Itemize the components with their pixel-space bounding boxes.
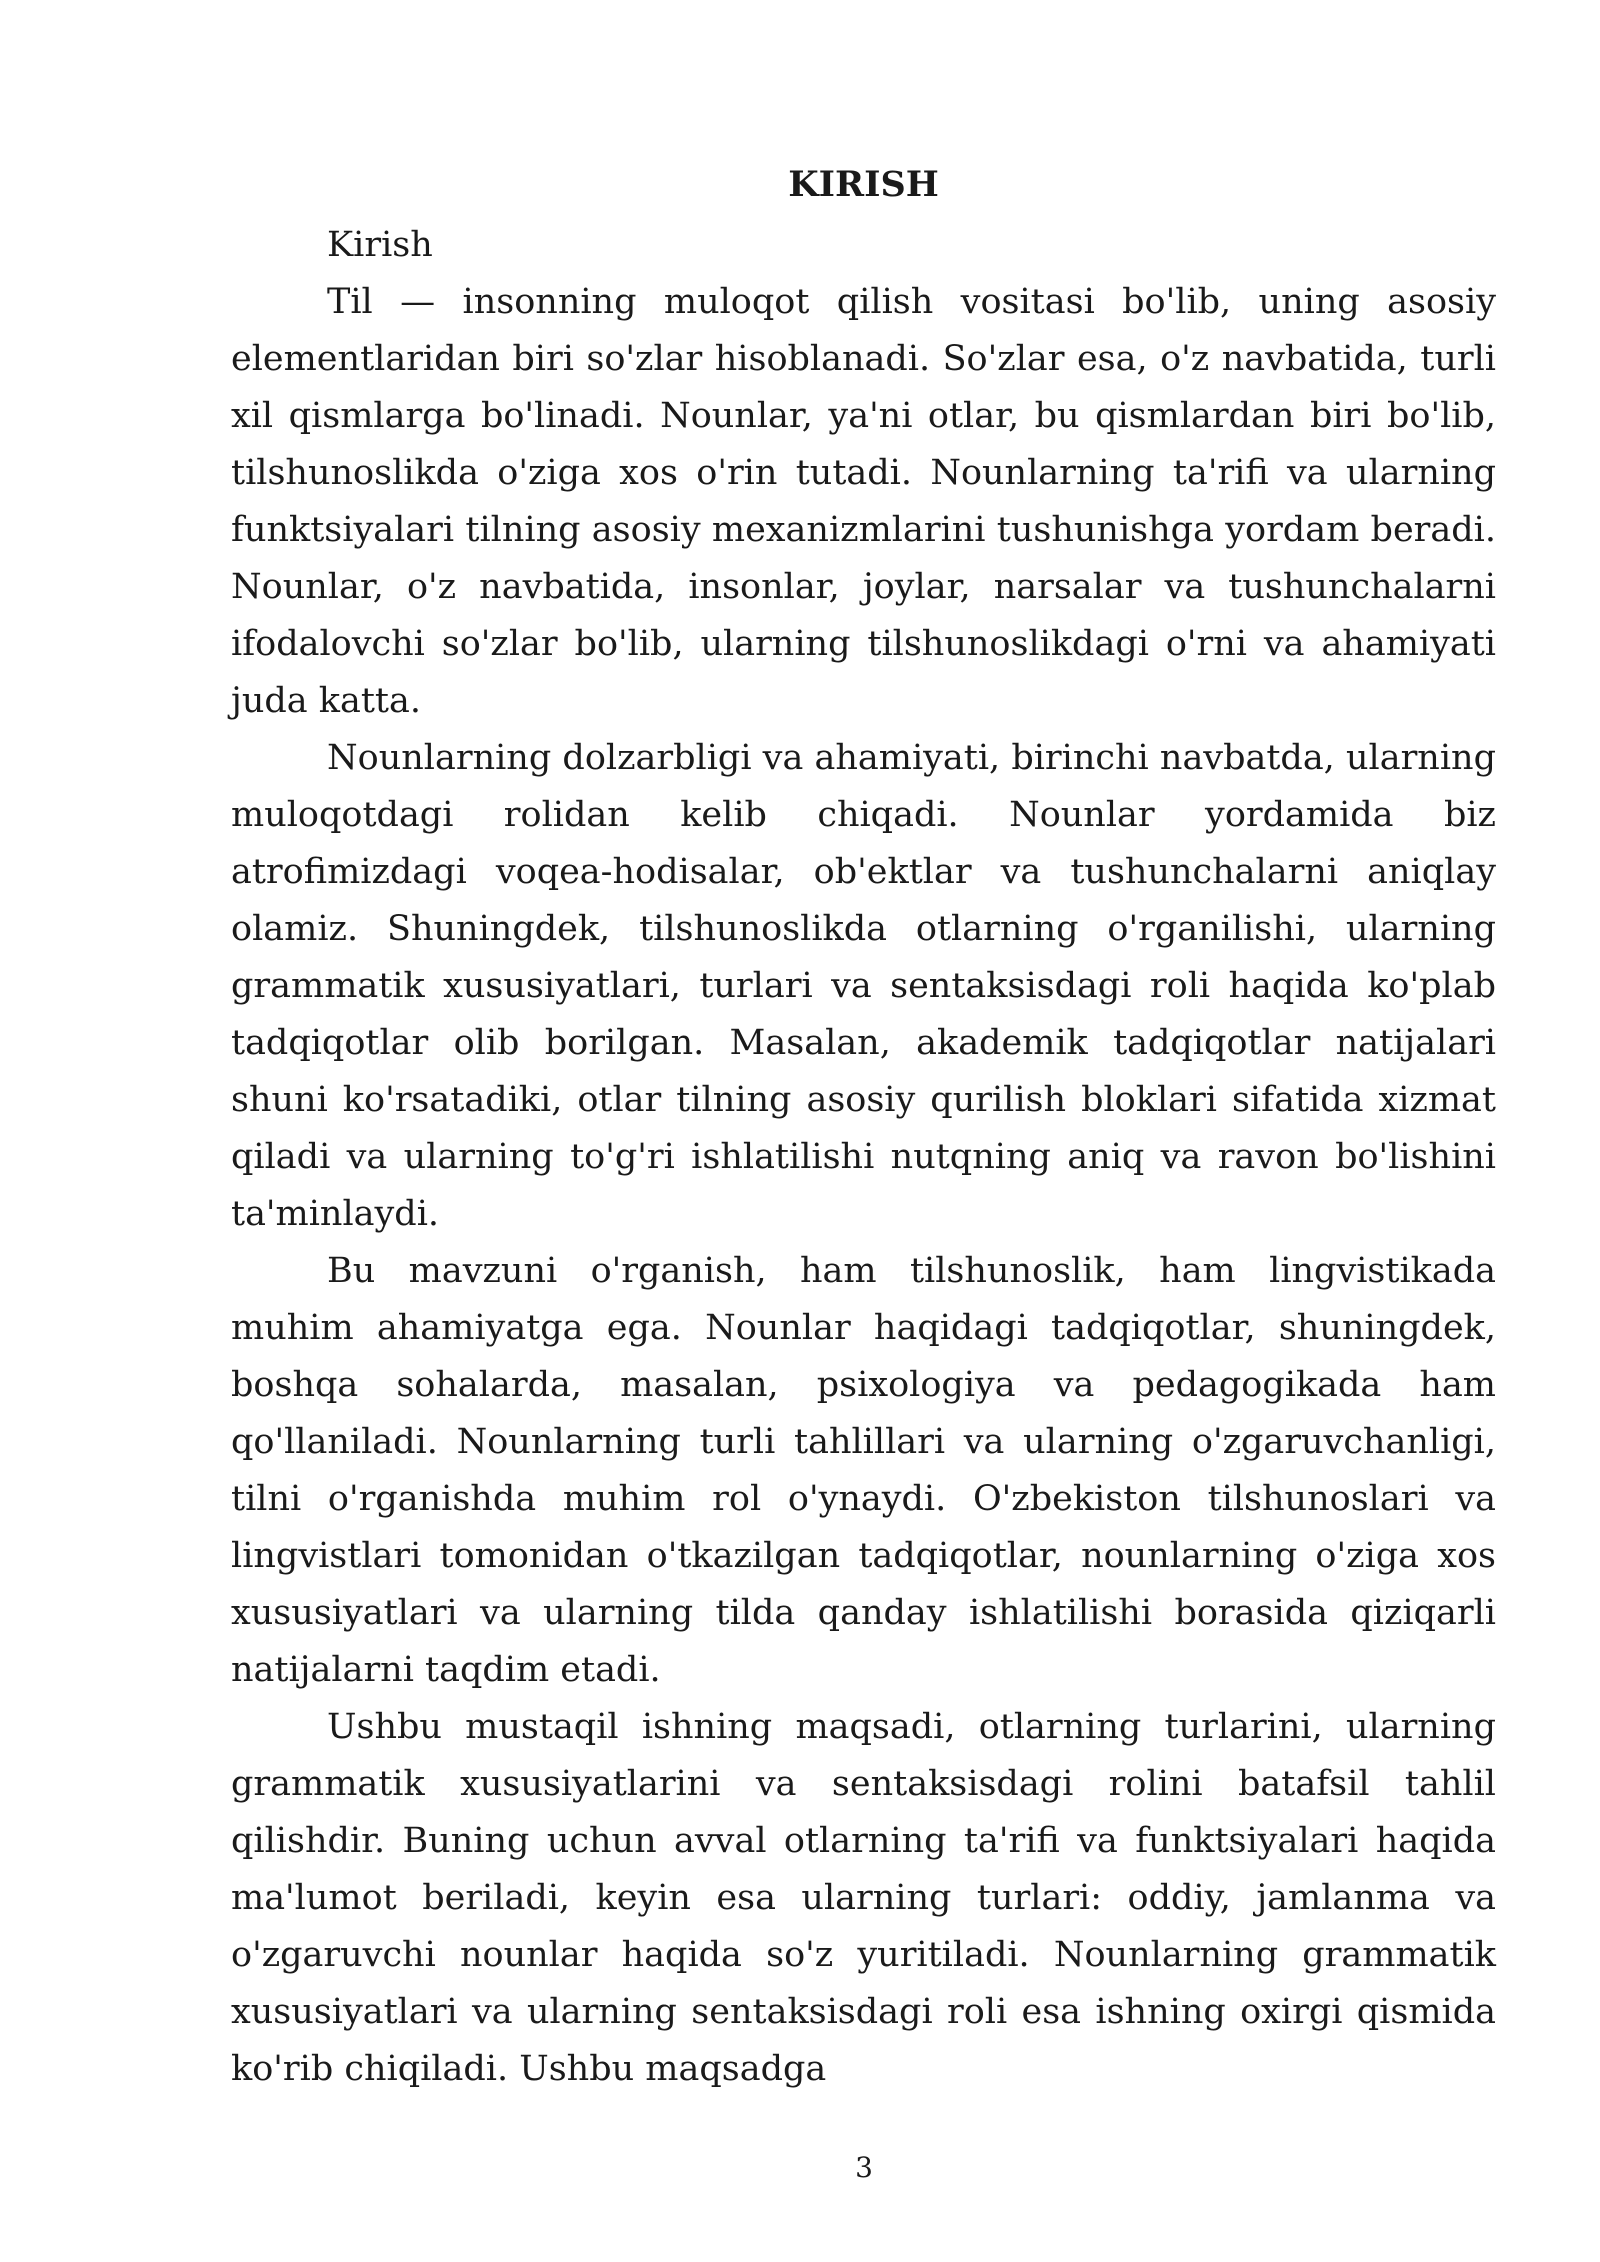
paragraph-1: Til — insonning muloqot qilish vositasi bo'lib, uning asosiy elementlaridan biri so'zlar hisoblanadi. So'zlar esa, o'z navbatida, turli xil qismlarga bo'linadi. Nounlar, ya'ni otlar, bu qismlardan biri bo'lib, tilshunoslikda o'ziga xos o'rin tutadi. Nounlarning ta'rifi va ularning funktsiyalari tilning asosiy mexanizmlarini tushunishga yordam beradi. Nounlar, o'z navbatida, insonlar, joylar, narsalar va tushunchalarni ifodalovchi so'zlar bo'lib, ularning tilshunoslikdagi o'rni va ahamiyati juda katta. — [231, 282, 1496, 721]
page-body — [231, 160, 1496, 2098]
paragraph-2: Nounlarning dolzarbligi va ahamiyati, birinchi navbatda, ularning muloqotdagi rolidan kelib chiqadi. Nounlar yordamida biz atrofimizdagi voqea-hodisalar, ob'ektlar va tushunchalarni aniqlay olamiz. Shuningdek, tilshunoslikda otlarning o'rganilishi, ularning grammatik xususiyatlari, turlari va sentaksisdagi roli haqida ko'plab tadqiqotlar olib borilgan. Masalan, akademik tadqiqotlar natijalari shuni ko'rsatadiki, otlar tilning asosiy qurilish bloklari sifatida xizmat qiladi va ularning to'g'ri ishlatilishi nutqning aniq va ravon bo'lishini ta'minlaydi. — [231, 738, 1496, 1234]
page-number: 3 — [855, 2151, 873, 2184]
section-heading: KIRISH — [788, 164, 939, 205]
paragraph-subtitle: Kirish — [327, 225, 433, 265]
paragraph-3: Bu mavzuni o'rganish, ham tilshunoslik, ham lingvistikada muhim ahamiyatga ega. Nounlar haqidagi tadqiqotlar, shuningdek, boshqa sohalarda, masalan, psixologiya va pedagogikada ham qo'llaniladi. Nounlarning turli tahlillari va ularning o'zgaruvchanligi, tilni o'rganishda muhim rol o'ynaydi. O'zbekiston tilshunoslari va lingvistlari tomonidan o'tkazilgan tadqiqotlar, nounlarning o'ziga xos xususiyatlari va ularning tilda qanday ishlatilishi borasida qiziqarli natijalarni taqdim etadi. — [231, 1251, 1496, 1690]
paragraph-4: Ushbu mustaqil ishning maqsadi, otlarning turlarini, ularning grammatik xususiyatlarini va sentaksisdagi rolini batafsil tahlil qilishdir. Buning uchun avval otlarning ta'rifi va funktsiyalari haqida ma'lumot beriladi, keyin esa ularning turlari: oddiy, jamlanma va o'zgaruvchi nounlar haqida so'z yuritiladi. Nounlarning grammatik xususiyatlari va ularning sentaksisdagi roli esa ishning oxirgi qismida ko'rib chiqiladi. Ushbu maqsadga — [231, 1707, 1496, 2089]
